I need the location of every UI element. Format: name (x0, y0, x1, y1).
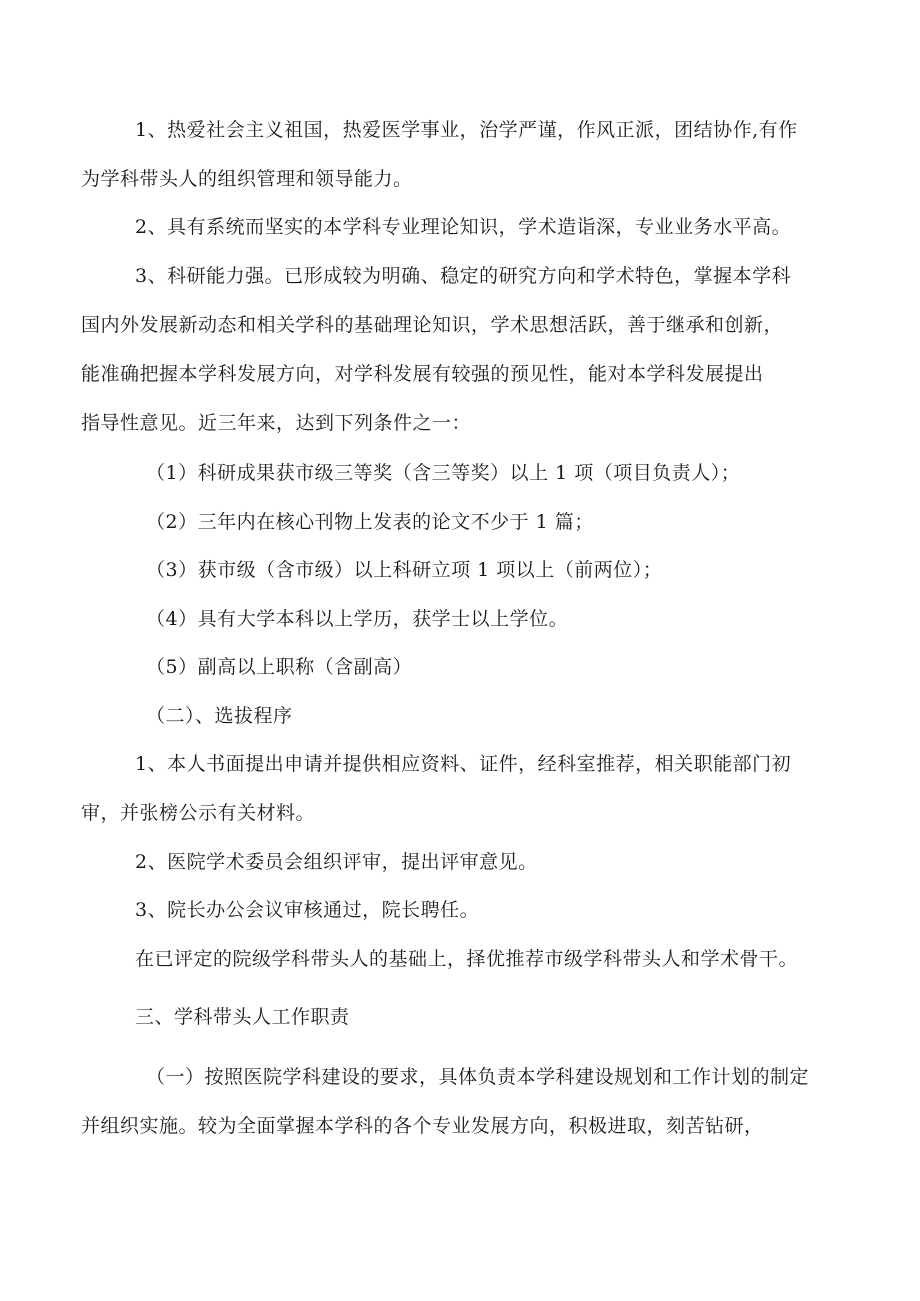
condition-4: （4）具有大学本科以上学历，获学士以上学位。 (146, 608, 569, 630)
procedure-3: 3、院长办公会议审核通过，院长聘任。 (135, 899, 480, 921)
duty-1-line-2: 并组织实施。较为全面掌握本学科的各个专业发展方向，积极进取，刻苦钻研， (81, 1115, 764, 1137)
requirement-3-line-2: 国内外发展新动态和相关学科的基础理论知识，学术思想活跃，善于继承和创新， (81, 314, 784, 336)
requirement-1-line-1: 1、热爱社会主义祖国，热爱医学事业，治学严谨，作风正派，团结协作,有作 (135, 119, 798, 141)
duty-1-line-1: （一）按照医院学科建设的要求，具体负责本学科建设规划和工作计划的制定 (146, 1066, 810, 1088)
section-heading-selection: （二）、选拔程序 (146, 705, 293, 727)
condition-2: （2）三年内在核心刊物上发表的论文不少于 1 篇； (146, 511, 594, 533)
requirement-1-line-2: 为学科带头人的组织管理和领导能力。 (81, 168, 413, 190)
procedure-2: 2、医院学术委员会组织评审，提出评审意见。 (135, 851, 538, 873)
procedure-1-line-2: 审，并张榜公示有关材料。 (81, 802, 316, 824)
requirement-2: 2、具有系统而坚实的本学科专业理论知识，学术造诣深，专业业务水平高。 (135, 216, 792, 238)
condition-3: （3）获市级（含市级）以上科研立项 1 项以上（前两位）； (146, 559, 663, 581)
procedure-1-line-1: 1、本人书面提出申请并提供相应资料、证件，经科室推荐，相关职能部门初 (135, 753, 792, 775)
requirement-3-line-1: 3、科研能力强。已形成较为明确、稳定的研究方向和学术特色，掌握本学科 (135, 265, 792, 287)
condition-5: （5）副高以上职称（含副高） (146, 656, 413, 678)
section-heading-duties: 三、学科带头人工作职责 (135, 1006, 350, 1028)
recommendation-note: 在已评定的院级学科带头人的基础上，择优推荐市级学科带头人和学术骨干。 (135, 948, 799, 970)
requirement-3-line-3: 能准确把握本学科发展方向，对学科发展有较强的预见性，能对本学科发展提出 (81, 363, 764, 385)
condition-1: （1）科研成果获市级三等奖（含三等奖）以上 1 项（项目负责人）； (146, 462, 741, 484)
requirement-3-line-4: 指导性意见。近三年来，达到下列条件之一： (81, 412, 472, 434)
